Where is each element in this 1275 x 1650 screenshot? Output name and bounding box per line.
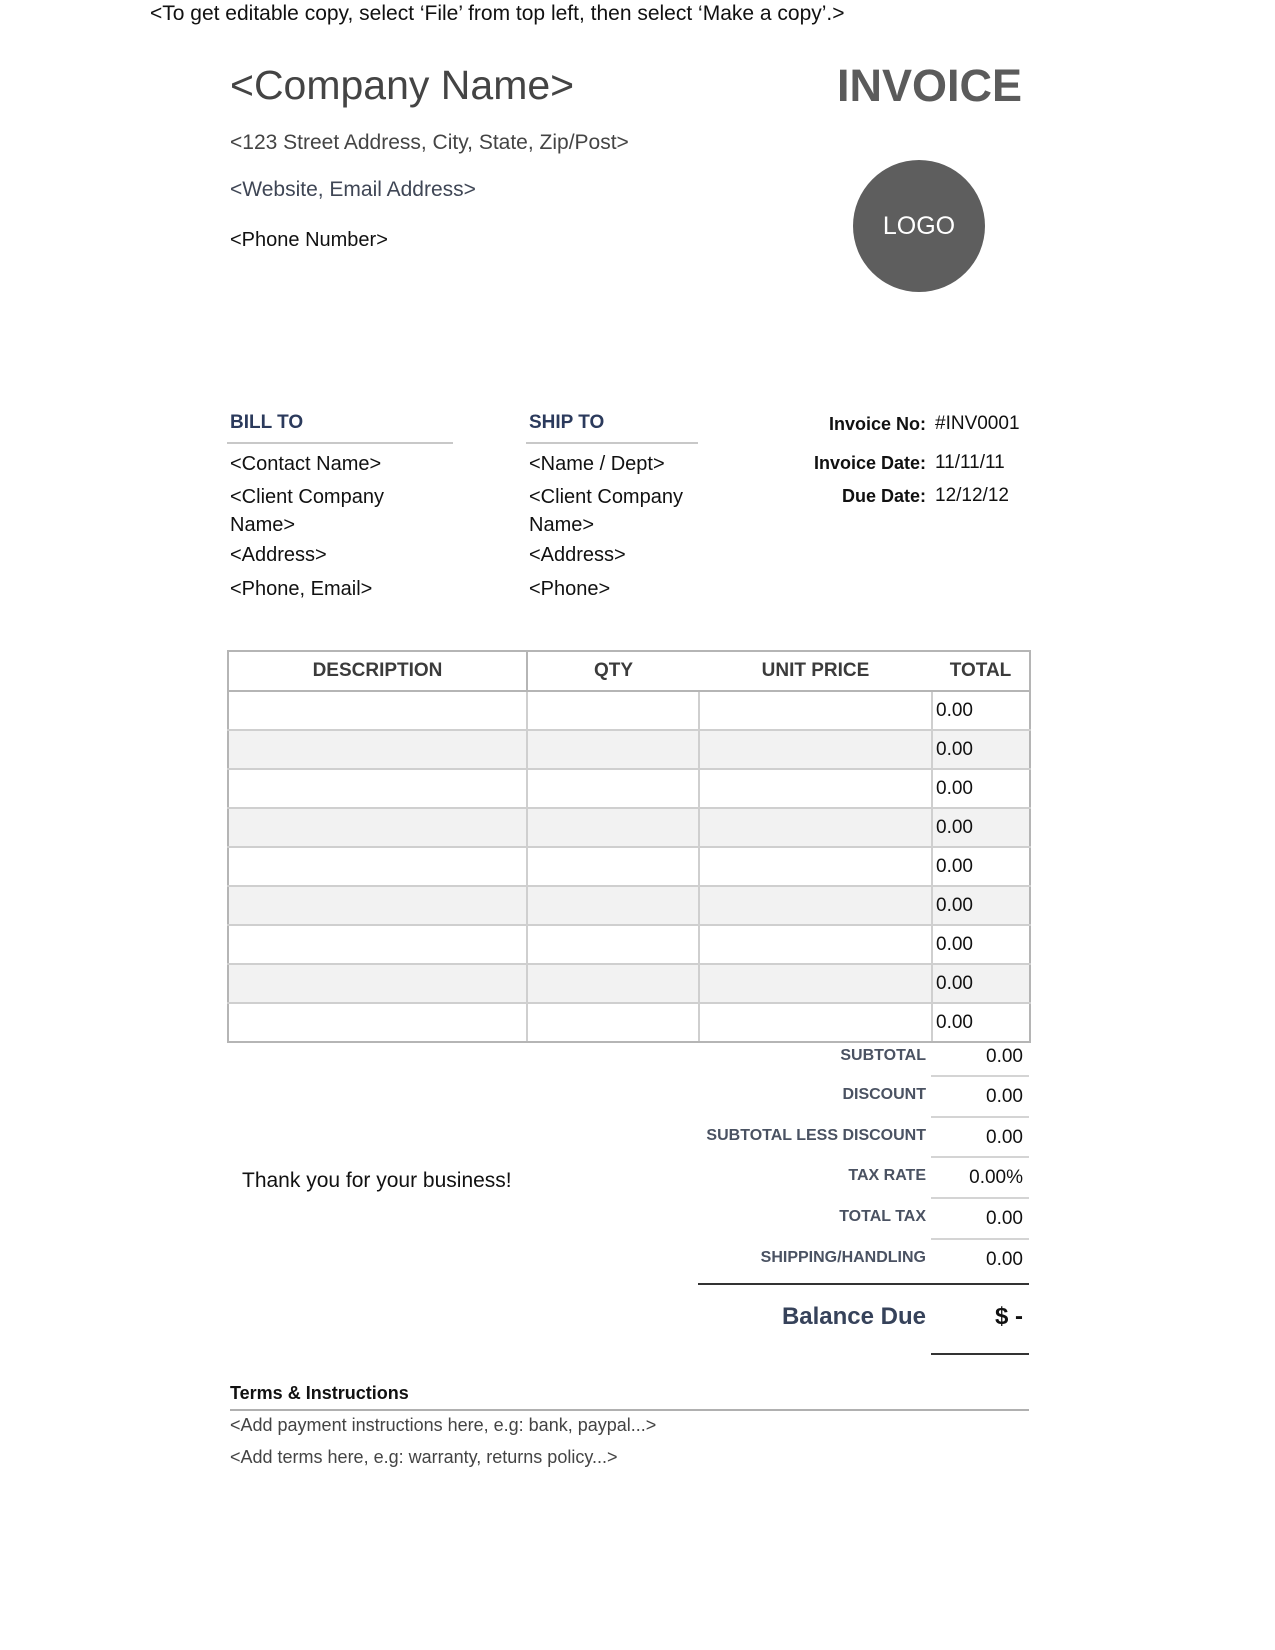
bill-to-address[interactable]: <Address> <box>230 544 327 566</box>
row-total-cell: 0.00 <box>932 769 1030 808</box>
row-total-cell: 0.00 <box>932 691 1030 730</box>
row-description-cell[interactable] <box>228 808 527 847</box>
row-qty-cell[interactable] <box>527 925 699 964</box>
discount-rule <box>931 1116 1029 1118</box>
tax-rate-value[interactable]: 0.00% <box>969 1167 1023 1188</box>
table-row <box>228 964 1030 1003</box>
terms-policy[interactable]: <Add terms here, e.g: warranty, returns policy...> <box>230 1447 618 1467</box>
row-unit-price-cell[interactable] <box>699 847 932 886</box>
bill-to-phone-email[interactable]: <Phone, Email> <box>230 578 373 600</box>
shipping-handling-label: SHIPPING/HANDLING <box>760 1249 926 1266</box>
company-phone[interactable]: <Phone Number> <box>230 229 388 251</box>
subtotal-less-discount-label: SUBTOTAL LESS DISCOUNT <box>706 1127 926 1144</box>
row-description-cell[interactable] <box>228 769 527 808</box>
row-total-cell: 0.00 <box>932 1003 1030 1042</box>
row-description-cell[interactable] <box>228 847 527 886</box>
total-tax-rule <box>931 1238 1029 1240</box>
ship-to-rule <box>526 442 698 444</box>
row-unit-price-cell[interactable] <box>699 769 932 808</box>
row-description-cell[interactable] <box>228 1003 527 1042</box>
bill-to-rule <box>227 442 453 444</box>
table-row <box>228 691 1030 730</box>
row-unit-price-cell[interactable] <box>699 1003 932 1042</box>
row-total-cell: 0.00 <box>932 847 1030 886</box>
row-qty-cell[interactable] <box>527 730 699 769</box>
balance-due-value: $ - <box>994 1303 1023 1330</box>
row-qty-cell[interactable] <box>527 886 699 925</box>
subtotal-label: SUBTOTAL <box>840 1047 926 1064</box>
subtotal-value: 0.00 <box>986 1046 1023 1067</box>
bill-to-company-cont[interactable]: Name> <box>230 514 296 536</box>
line-items-table <box>227 650 1031 1043</box>
row-total-cell: 0.00 <box>932 964 1030 1003</box>
company-website-email[interactable]: <Website, Email Address> <box>230 178 476 201</box>
balance-due-label: Balance Due <box>781 1303 926 1330</box>
terms-heading: Terms & Instructions <box>230 1383 409 1403</box>
logo-placeholder[interactable] <box>853 160 985 292</box>
table-row <box>228 925 1030 964</box>
terms-rule <box>230 1409 1029 1411</box>
row-qty-cell[interactable] <box>527 769 699 808</box>
row-qty-cell[interactable] <box>527 964 699 1003</box>
table-row <box>228 769 1030 808</box>
header-qty: QTY <box>527 651 699 691</box>
total-tax-value: 0.00 <box>986 1208 1023 1229</box>
row-description-cell[interactable] <box>228 925 527 964</box>
discount-label: DISCOUNT <box>842 1086 926 1103</box>
header-total: TOTAL <box>932 651 1030 691</box>
row-total-cell: 0.00 <box>932 808 1030 847</box>
invoice-date-value[interactable]: 11/11/11 <box>935 452 1005 473</box>
tax-rate-rule <box>931 1197 1029 1199</box>
due-date-label: Due Date: <box>841 486 926 506</box>
logo-label: LOGO <box>882 211 956 240</box>
header-unit-price: UNIT PRICE <box>699 651 932 691</box>
subtotal-less-discount-value: 0.00 <box>986 1127 1023 1148</box>
bill-to-heading: BILL TO <box>230 412 304 433</box>
balance-top-rule <box>698 1283 1029 1285</box>
tax-rate-label: TAX RATE <box>848 1167 926 1184</box>
copy-instruction-note: <To get editable copy, select ‘File’ from top left, then select ‘Make a copy’.> <box>150 2 845 25</box>
row-total-cell: 0.00 <box>932 925 1030 964</box>
invoice-no-value[interactable]: #INV0001 <box>935 413 1020 434</box>
ship-to-company-cont[interactable]: Name> <box>529 514 595 536</box>
bill-to-company[interactable]: <Client Company <box>230 486 384 508</box>
table-row <box>228 808 1030 847</box>
balance-underline <box>931 1353 1029 1355</box>
total-tax-label: TOTAL TAX <box>839 1208 926 1225</box>
invoice-date-label: Invoice Date: <box>813 453 926 473</box>
row-unit-price-cell[interactable] <box>699 964 932 1003</box>
row-description-cell[interactable] <box>228 730 527 769</box>
invoice-no-label: Invoice No: <box>828 414 926 434</box>
row-unit-price-cell[interactable] <box>699 730 932 769</box>
row-qty-cell[interactable] <box>527 691 699 730</box>
thank-you-message[interactable]: Thank you for your business! <box>242 1169 512 1192</box>
due-date-value[interactable]: 12/12/12 <box>935 485 1009 506</box>
table-row <box>228 1003 1030 1042</box>
company-name[interactable]: <Company Name> <box>230 62 575 108</box>
table-row <box>228 886 1030 925</box>
subtotal-rule <box>931 1075 1029 1077</box>
ship-to-address[interactable]: <Address> <box>529 544 626 566</box>
header-description: DESCRIPTION <box>228 651 527 691</box>
shipping-handling-value[interactable]: 0.00 <box>986 1249 1023 1270</box>
row-qty-cell[interactable] <box>527 808 699 847</box>
row-unit-price-cell[interactable] <box>699 808 932 847</box>
row-description-cell[interactable] <box>228 691 527 730</box>
discount-value[interactable]: 0.00 <box>986 1086 1023 1107</box>
ship-to-name-dept[interactable]: <Name / Dept> <box>529 453 665 475</box>
payment-instructions[interactable]: <Add payment instructions here, e.g: bank, paypal...> <box>230 1415 657 1435</box>
row-unit-price-cell[interactable] <box>699 886 932 925</box>
bill-to-contact[interactable]: <Contact Name> <box>230 453 382 475</box>
ship-to-heading: SHIP TO <box>529 412 605 433</box>
table-header-row <box>228 651 1030 691</box>
row-unit-price-cell[interactable] <box>699 925 932 964</box>
row-unit-price-cell[interactable] <box>699 691 932 730</box>
company-address[interactable]: <123 Street Address, City, State, Zip/Post> <box>230 131 629 154</box>
table-row <box>228 847 1030 886</box>
row-total-cell: 0.00 <box>932 886 1030 925</box>
row-description-cell[interactable] <box>228 886 527 925</box>
invoice-title: INVOICE <box>836 60 1022 111</box>
row-total-cell: 0.00 <box>932 730 1030 769</box>
row-qty-cell[interactable] <box>527 1003 699 1042</box>
table-row <box>228 730 1030 769</box>
row-description-cell[interactable] <box>228 964 527 1003</box>
row-qty-cell[interactable] <box>527 847 699 886</box>
ship-to-phone[interactable]: <Phone> <box>529 578 611 600</box>
ship-to-company[interactable]: <Client Company <box>529 486 683 508</box>
subtotal-less-discount-rule <box>931 1156 1029 1158</box>
